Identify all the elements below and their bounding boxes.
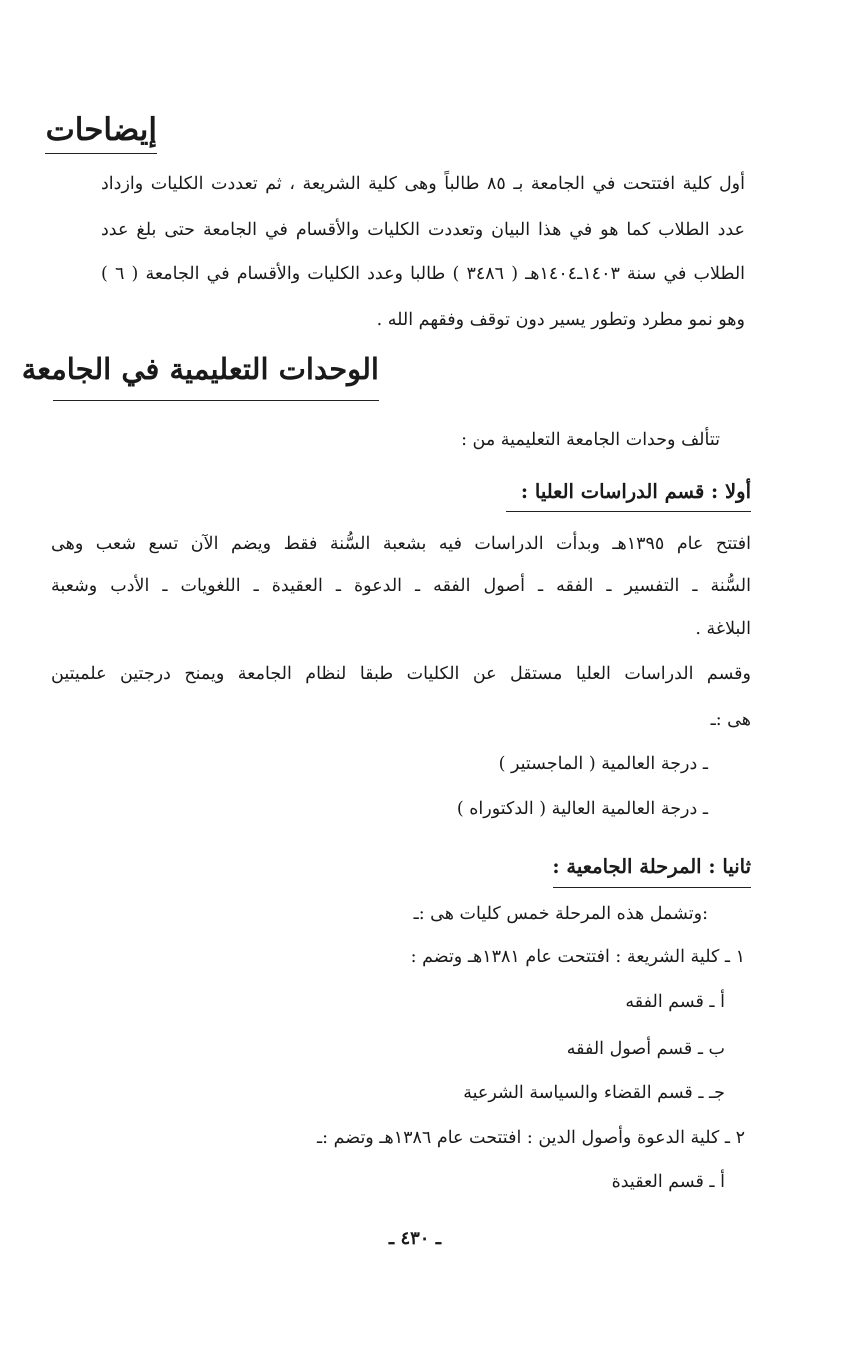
para1-line-2: عدد الطلاب كما هو في هذا البيان وتعددت الكليات والأقسام في الجامعة حتى بلغ عدد [101, 220, 745, 240]
college1-dept-judiciary: جـ ـ قسم القضاء والسياسة الشرعية [463, 1083, 725, 1103]
section2-title: ثانيا : المرحلة الجامعية : [552, 855, 751, 878]
heading-teaching-units: الوحدات التعليمية في الجامعة [21, 352, 379, 386]
heading-clarifications-underline [45, 153, 157, 154]
college1-dept-fiqh: أ ـ قسم الفقه [625, 992, 725, 1012]
degree-item-doctorate: ـ درجة العالمية العالية ( الدكتوراه ) [456, 799, 708, 819]
college1-line: ١ ـ كلية الشريعة : افتتحت عام ١٣٨١هـ وتضم : [410, 947, 745, 967]
heading-teaching-units-underline [53, 400, 379, 401]
section1-para-b-line-2: هى :ـ [710, 710, 751, 730]
section1-para-a-line-1: افتتح عام ١٣٩٥هـ وبدأت الدراسات فيه بشعبة السُّنة فقط ويضم الآن تسع شعب وهى [51, 534, 751, 554]
college2-dept-aqeedah: أ ـ قسم العقيدة [611, 1172, 725, 1192]
section2-title-underline [553, 887, 751, 888]
units-intro: تتألف وحدات الجامعة التعليمية من : [461, 430, 720, 450]
college1-dept-usul: ب ـ قسم أصول الفقه [566, 1039, 725, 1059]
para1-line-4: وهو نمو مطرد وتطور يسير دون توقف وفقهم الله . [376, 310, 745, 330]
section1-title: أولا : قسم الدراسات العليا : [520, 480, 751, 503]
para1-line-3: الطلاب في سنة ١٤٠٣ـ١٤٠٤هـ ( ٣٤٨٦ ) طالبا وعدد الكليات والأقسام في الجامعة ( ٦ ) [101, 264, 746, 284]
para1-line-1: أول كلية افتتحت في الجامعة بـ ٨٥ طالباً وهى كلية الشريعة ، ثم تعددت الكليات وازداد [101, 174, 745, 194]
degree-item-masters: ـ درجة العالمية ( الماجستير ) [498, 754, 708, 774]
section1-para-a-line-2: السُّنة ـ التفسير ـ الفقه ـ أصول الفقه ـ الدعوة ـ العقيدة ـ اللغويات ـ الأدب وشعبة [51, 576, 751, 596]
section1-title-underline [506, 511, 751, 512]
college2-line: ٢ ـ كلية الدعوة وأصول الدين : افتتحت عام ١٣٨٦هـ وتضم :ـ [317, 1128, 745, 1148]
heading-clarifications: إيضاحات [45, 112, 157, 148]
section1-para-b-line-1: وقسم الدراسات العليا مستقل عن الكليات طبقا لنظام الجامعة ويمنح درجتين علميتين [51, 664, 751, 684]
section1-para-a-line-3: البلاغة . [695, 619, 751, 639]
page-number: ـ ٤٣٠ ـ [388, 1228, 441, 1249]
section2-intro: :وتشمل هذه المرحلة خمس كليات هى :ـ [413, 904, 708, 924]
